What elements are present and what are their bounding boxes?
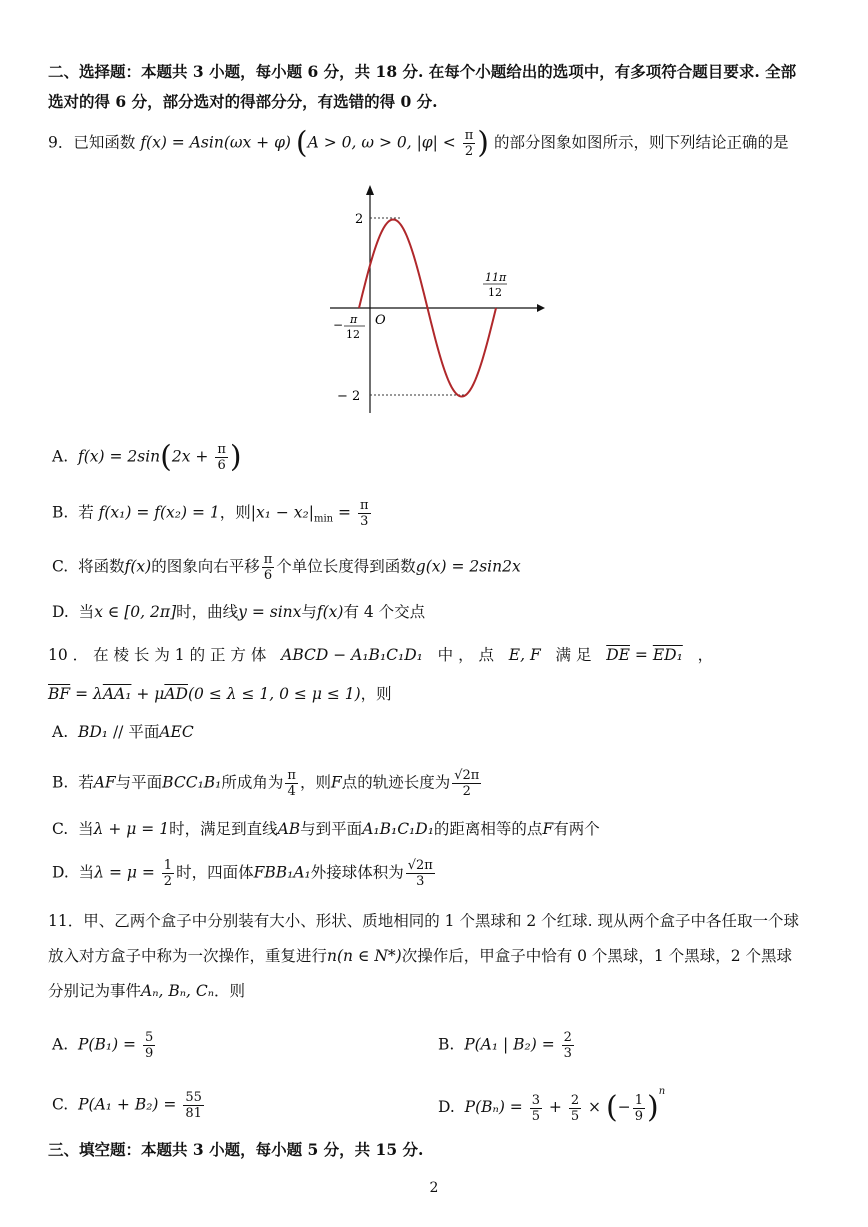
q10-l1g: ， (697, 646, 714, 664)
q11-option-b-label: B. (438, 1035, 455, 1054)
q10-vec-bf: $\overline{BF}$ (48, 685, 71, 703)
q11-stem-line3 (48, 977, 820, 1005)
page-number: 2 (429, 1180, 439, 1196)
q10-option-b-t3: 与平面 (115, 773, 163, 792)
q9-sine-graph (325, 185, 545, 415)
y-max-label: 2 (355, 212, 364, 227)
q10-option-c-t8: F (542, 820, 554, 838)
q9-option-d-t5: 与 (301, 603, 317, 621)
q10-option-a-t1: BD₁ (77, 723, 109, 741)
section2-heading-line2: 选对的得 6 分，部分选对的得部分分，有选错的得 0 分. (48, 92, 438, 111)
q9-option-c-t1: 将函数 (78, 557, 125, 576)
y-axis-arrow (366, 185, 374, 195)
q9-suffix: 的部分图象如图所示，则下列结论正确的是 (493, 133, 789, 152)
q10-vec-aa1: AA₁ (102, 685, 132, 703)
q11-option-b-fraction: $\frac{2}{3}$ (563, 1030, 572, 1061)
q10-option-d-t5: 外接球体积为 (310, 863, 404, 882)
q9-option-a-fraction: $\frac{\pi}{6}$ (217, 442, 226, 473)
q10-option-b-t1: 若 (78, 773, 94, 792)
q10-option-d-t4: FBB₁A₁ (253, 863, 311, 882)
q10-l1b: ABCD − A₁B₁C₁D₁ (281, 646, 423, 664)
q10-option-c-t5: 与到平面 (300, 820, 363, 838)
left-tick-sign: − (333, 318, 344, 332)
q11-option-b-text: P(A₁ | B₂) = (464, 1035, 560, 1054)
q10-option-c-t7: 的距离相等的点 (433, 820, 543, 838)
q11-l2b: n(n ∈ N*) (327, 947, 402, 965)
origin-label: O (375, 313, 386, 328)
q10-option-c-t3: 时，满足到直线 (169, 820, 278, 838)
q9-option-d (52, 598, 425, 626)
q11-option-d-fraction3: $\frac{1}{9}$ (634, 1092, 643, 1124)
q10-option-c-t9: 有两个 (553, 820, 600, 838)
q10-option-b-t4: BCC₁B₁ (162, 773, 222, 792)
q11-option-d-t3: × (583, 1098, 606, 1117)
q10-option-a (52, 718, 194, 746)
q9-option-c-label: C. (52, 557, 69, 576)
q11-l3c: ．则 (214, 982, 246, 1000)
q9-option-d-t6: f(x) (316, 603, 344, 621)
left-tick-num: π (350, 313, 358, 326)
q10-vec-de: $\overline{DE}$ (606, 646, 630, 664)
q10-l2f: (0 ≤ λ ≤ 1, 0 ≤ μ ≤ 1) (187, 685, 361, 703)
q10-option-a-label: A. (52, 723, 69, 741)
q11-l2c: 次操作后，甲盒子中恰有 0 个黑球，1 个黑球，2 个黑球 (401, 947, 793, 965)
q9-option-c-t4: 个单位长度得到函数 (276, 557, 416, 576)
q9-option-b-t3: ，则 (219, 503, 251, 522)
q10-l1c: 中 ， 点 (437, 646, 495, 664)
q9-option-c-fraction: $\frac{\pi}{6}$ (263, 552, 273, 583)
section2-heading-line1: 二、选择题：本题共 3 小题，每小题 6 分，共 18 分. 在每个小题给出的选项中，有多项符合题目要求. 全部 (48, 62, 797, 81)
q10-option-d-label: D. (52, 863, 69, 882)
q10-option-b-fraction2: $\frac{√2\pi}{2}$ (454, 768, 480, 799)
q9-option-a-label: A. (52, 447, 69, 466)
q9-open-paren: ( (295, 125, 308, 161)
q11-option-c (52, 1090, 206, 1121)
q9-option-c-t2: f(x) (124, 557, 152, 576)
q10-option-a-t2: // 平面 (108, 723, 160, 741)
q10-option-b-t5: 所成角为 (221, 773, 284, 792)
q10-l2g: ，则 (360, 685, 392, 703)
q9-option-d-t4: y = sinx (238, 603, 302, 621)
q9-option-a-text: f(x) = 2sin (77, 447, 161, 466)
q10-option-d-t1: 当 (78, 863, 95, 882)
q10-option-c-t1: 当 (78, 820, 94, 838)
q10-option-a-t3: AEC (159, 723, 194, 741)
q10-option-d-fraction2: $\frac{√2\pi}{3}$ (407, 858, 433, 889)
q10-vec-ad: $\overline{AD}$ (164, 685, 188, 703)
left-tick-den: 12 (346, 328, 360, 341)
q11-option-c-text: P(A₁ + B₂) = (78, 1095, 182, 1114)
q11-l3b: Aₙ, Bₙ, Cₙ (141, 982, 215, 1000)
q11-option-c-label: C. (52, 1095, 69, 1114)
q9-option-b-label: B. (52, 503, 69, 522)
q11-option-d-label: D. (438, 1098, 455, 1117)
q9-option-d-t1: 当 (78, 603, 95, 621)
q9-option-b-t1: 若 (78, 503, 94, 522)
q9-option-d-label: D. (52, 603, 69, 621)
q10-vec-ed1: ED₁ (652, 646, 683, 664)
q10-option-d-fraction1: $\frac{1}{2}$ (163, 858, 173, 889)
q11-option-a (52, 1030, 157, 1061)
q9-option-b-t4: |x₁ − x₂| (250, 503, 314, 522)
x-axis-arrow (537, 304, 545, 312)
q10-option-c-t6: A₁B₁C₁D₁ (362, 820, 434, 838)
q9-option-b (52, 498, 373, 534)
q11-stem-line2 (48, 942, 820, 970)
q11-option-d-t2: + (544, 1098, 567, 1117)
q9-option-c-t5: g(x) = 2sin2x (415, 557, 521, 576)
q10-option-c-t4: AB (277, 820, 301, 838)
q10-l1e: 满 足 (555, 646, 592, 664)
q10-option-c-t2: λ + μ = 1 (93, 820, 170, 838)
q10-l2b: = λ (70, 685, 103, 703)
q9-option-c-t3: 的图象向右平移 (151, 557, 260, 576)
q10-option-d-t3: 时，四面体 (176, 863, 254, 882)
q10-l1a: 10 ． 在 棱 长 为 1 的 正 方 体 (48, 646, 267, 664)
y-min-label: − 2 (337, 389, 361, 404)
q10-option-b-t8: 点的轨迹长度为 (341, 773, 451, 792)
q10-option-b (52, 768, 483, 799)
q9-option-b-fraction: $\frac{\pi}{3}$ (359, 498, 369, 529)
q11-l3a: 分别记为事件 (48, 982, 142, 1000)
q9-option-d-t3: 时，曲线 (176, 603, 239, 621)
q9-prefix: 9．已知函数 (48, 133, 136, 152)
q10-option-d-t2: λ = μ = (94, 863, 160, 882)
q9-option-d-t2: x ∈ [0, 2π] (94, 603, 177, 621)
q11-option-d-t4: − (617, 1098, 631, 1117)
q11-option-a-text: P(B₁) = (77, 1035, 141, 1054)
q10-option-c (52, 815, 600, 843)
right-tick-num: 11π (485, 271, 507, 284)
q9-cond-fraction: $\frac{\pi}{2}$ (464, 128, 474, 159)
q10-stem-line2 (48, 680, 820, 708)
q10-option-c-label: C. (52, 820, 69, 838)
right-tick-den: 12 (488, 286, 502, 299)
q11-option-d-fraction1: $\frac{3}{5}$ (531, 1092, 540, 1124)
q11-option-a-label: A. (52, 1035, 69, 1054)
q10-option-b-t6: ，则 (299, 773, 331, 792)
q10-option-d (52, 858, 437, 889)
q9-option-a: A. f(x) = 2sin(2x + $\frac{\pi}{6}$ ) (52, 439, 242, 475)
q10-option-b-fraction1: $\frac{\pi}{4}$ (287, 768, 296, 799)
q9-option-a-inner: 2x + (171, 447, 214, 466)
q11-option-b (438, 1030, 576, 1061)
q10-option-b-t7: F (330, 773, 342, 792)
q11-option-c-fraction: $\frac{55}{81}$ (185, 1090, 202, 1121)
q10-l1d: E, F (508, 646, 541, 664)
q9-option-b-min: min (313, 513, 334, 525)
q10-option-b-t2: AF (93, 773, 116, 792)
q11-option-a-fraction: $\frac{5}{9}$ (144, 1030, 154, 1061)
q10-l1-eq: = (629, 646, 653, 664)
q9-option-b-t5: = (333, 503, 356, 522)
q9-close-paren: ) (477, 125, 489, 161)
q10-stem-line1 (48, 641, 820, 669)
q9-function: f(x) = Asin(ωx + φ) (140, 133, 291, 152)
q9-option-d-t7: 有 4 个交点 (343, 603, 426, 621)
q9-option-c (52, 552, 521, 583)
q9-option-b-t2: f(x₁) = f(x₂) = 1 (98, 503, 220, 522)
q10-option-b-label: B. (52, 773, 69, 792)
q11-option-d-fraction2: $\frac{2}{5}$ (570, 1092, 580, 1124)
q11-option-d: D. P(Bₙ) = $\frac{3}{5}$ + $\frac{2}{5}$ × (− $\frac{1}{9}$ )$^n$ (438, 1086, 666, 1126)
q10-l2d: + μ (131, 685, 165, 703)
q9-stem (48, 125, 820, 161)
q11-l2a: 放入对方盒子中称为一次操作，重复进行 (48, 947, 328, 965)
q11-option-d-t1: P(Bₙ) = (464, 1098, 528, 1117)
q9-condition: A > 0, ω > 0, |φ| < (307, 133, 461, 152)
q11-stem-line1: 11．甲、乙两个盒子中分别装有大小、形状、质地相同的 1 个黑球和 2 个红球. 现从两个盒子中各任取一个球 (48, 912, 800, 930)
section3-heading: 三、填空题：本题共 3 小题，每小题 5 分，共 15 分. (48, 1140, 424, 1159)
q11-option-d-exponent: n (658, 1086, 666, 1097)
